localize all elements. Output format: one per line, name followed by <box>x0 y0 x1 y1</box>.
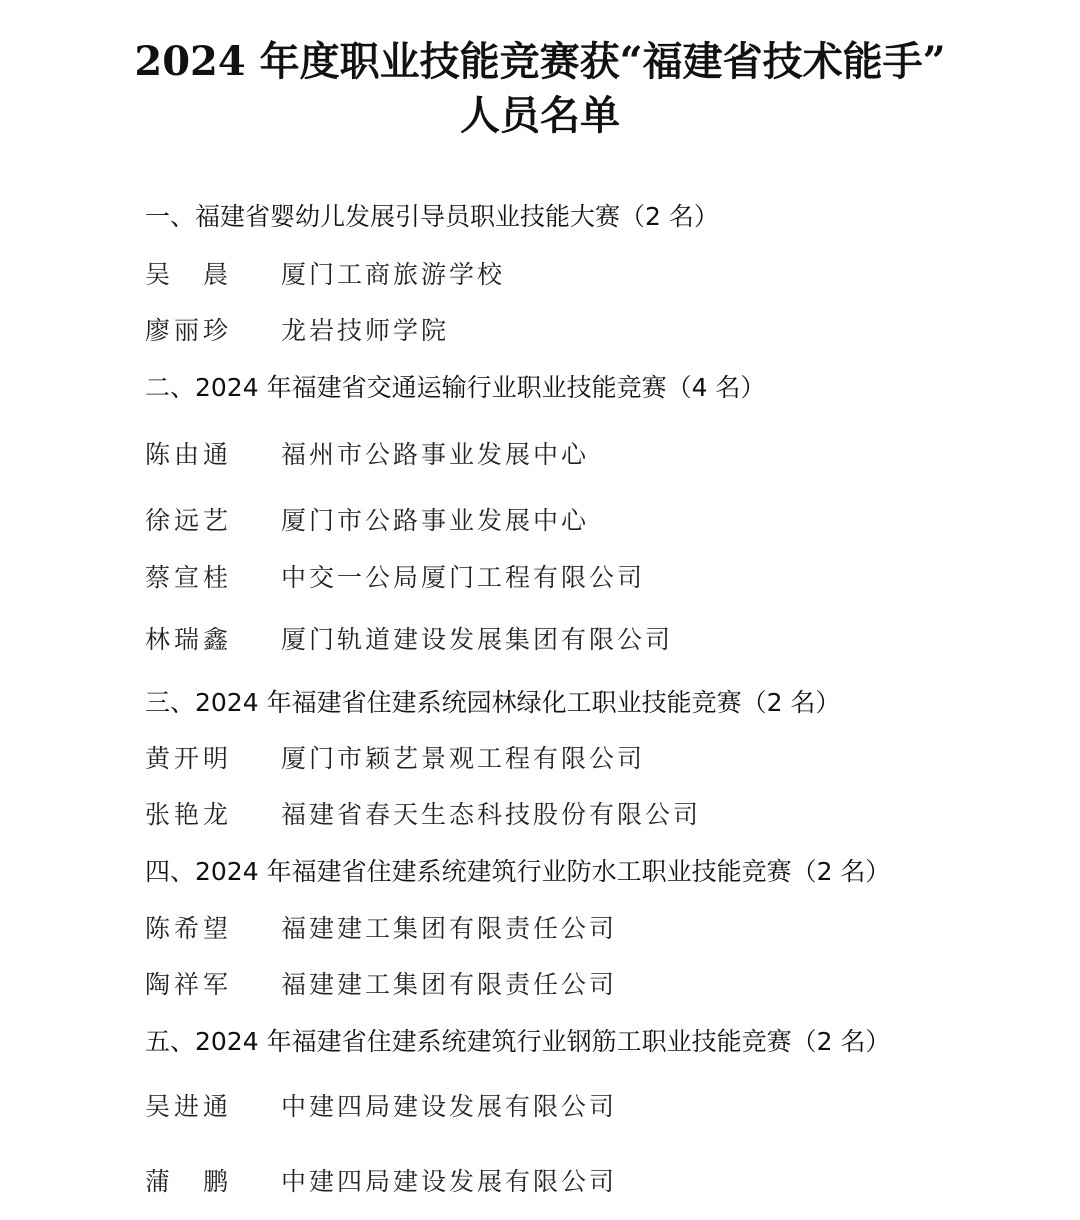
person-organization: 厦门工商旅游学校 <box>281 260 506 289</box>
person-name: 吴 晨 <box>145 260 233 289</box>
person-name: 黄开明 <box>145 744 233 773</box>
person-name: 林瑞鑫 <box>145 625 233 654</box>
person-organization: 中建四局建设发展有限公司 <box>281 1092 618 1121</box>
person-name: 张艳龙 <box>145 800 233 829</box>
person-organization: 厦门市公路事业发展中心 <box>281 506 590 535</box>
person-organization: 中交一公局厦门工程有限公司 <box>281 563 646 592</box>
person-organization: 福建建工集团有限责任公司 <box>281 914 618 943</box>
person-organization: 厦门轨道建设发展集团有限公司 <box>281 625 674 654</box>
document-title-line-2: 人员名单 <box>460 92 620 139</box>
person-organization: 福建省春天生态科技股份有限公司 <box>281 800 702 829</box>
person-name: 徐远艺 <box>145 506 233 535</box>
person-organization: 厦门市颖艺景观工程有限公司 <box>281 744 646 773</box>
person-name: 陈希望 <box>145 914 233 943</box>
person-name: 蒲 鹏 <box>145 1167 233 1196</box>
person-organization: 龙岩技师学院 <box>281 316 450 345</box>
section-heading: 五、2024 年福建省住建系统建筑行业钢筋工职业技能竞赛（2 名） <box>145 1027 891 1056</box>
document-title-line-1: 2024 年度职业技能竞赛获“福建省技术能手” <box>134 38 946 85</box>
person-organization: 中建四局建设发展有限公司 <box>281 1167 618 1196</box>
person-name: 廖丽珍 <box>145 316 233 345</box>
section-heading: 三、2024 年福建省住建系统园林绿化工职业技能竞赛（2 名） <box>145 688 841 717</box>
section-heading: 一、福建省婴幼儿发展引导员职业技能大赛（2 名） <box>145 202 719 231</box>
person-name: 吴进通 <box>145 1092 233 1121</box>
person-name: 蔡宣桂 <box>145 563 233 592</box>
person-name: 陶祥军 <box>145 970 233 999</box>
section-heading: 二、2024 年福建省交通运输行业职业技能竞赛（4 名） <box>145 373 766 402</box>
section-heading: 四、2024 年福建省住建系统建筑行业防水工职业技能竞赛（2 名） <box>145 857 891 886</box>
person-name: 陈由通 <box>145 440 233 469</box>
person-organization: 福州市公路事业发展中心 <box>281 440 590 469</box>
person-organization: 福建建工集团有限责任公司 <box>281 970 618 999</box>
